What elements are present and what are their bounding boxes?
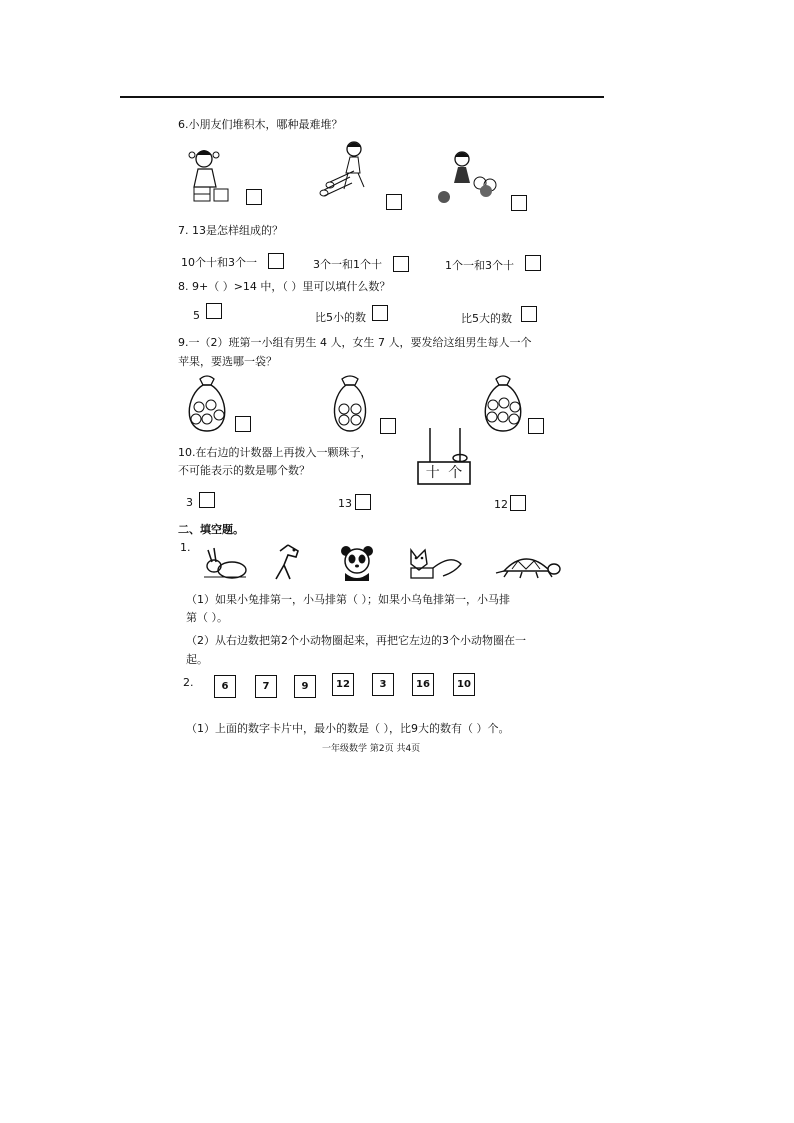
q8-answer-box-2[interactable] xyxy=(372,305,388,321)
rabbit-image xyxy=(200,546,250,580)
turtle-image xyxy=(492,551,562,581)
section-heading: 二、填空题。 xyxy=(178,523,244,536)
s2-q1-part1-line1: （1）如果小兔排第一，小马排第（ ）；如果小乌龟排第一，小马排 xyxy=(186,593,510,606)
panda-image xyxy=(337,543,377,583)
q7-answer-box-2[interactable] xyxy=(393,256,409,272)
boy-logs-image xyxy=(310,139,380,207)
apple-bag-3-image xyxy=(480,375,526,435)
q8-option-1: 5 xyxy=(193,309,200,322)
q8-question: 8. 9+（ ）>14 中，（ ）里可以填什么数？ xyxy=(178,280,391,293)
abacus-label: 十 个 xyxy=(425,465,465,481)
q6-question: 6.小朋友们堆积木，哪种最难堆？ xyxy=(178,118,343,131)
q10-option-1: 3 xyxy=(186,496,193,509)
q7-answer-box-3[interactable] xyxy=(525,255,541,271)
q6-answer-box-2[interactable] xyxy=(386,194,402,210)
number-card: 3 xyxy=(372,673,394,696)
s2-q2-number: 2. xyxy=(183,676,194,689)
horse-image xyxy=(270,541,306,583)
q9-answer-box-3[interactable] xyxy=(528,418,544,434)
q9-answer-box-1[interactable] xyxy=(235,416,251,432)
q9-question-line1: 9.一（2）班第一小组有男生 4 人，女生 7 人，要发给这组男生每人一个 xyxy=(178,336,532,349)
top-rule xyxy=(120,96,604,98)
number-card: 7 xyxy=(255,675,277,698)
q7-question: 7. 13是怎样组成的？ xyxy=(178,224,283,237)
q10-option-3: 12 xyxy=(494,498,508,511)
q10-question-line2: 不可能表示的数是哪个数？ xyxy=(178,464,310,477)
number-card: 12 xyxy=(332,673,354,696)
q10-option-2: 13 xyxy=(338,497,352,510)
q7-answer-box-1[interactable] xyxy=(268,253,284,269)
fox-image xyxy=(405,546,465,582)
q6-answer-box-3[interactable] xyxy=(511,195,527,211)
s2-q1-number: 1. xyxy=(180,541,191,554)
q10-answer-box-1[interactable] xyxy=(199,492,215,508)
s2-q1-part2-line2: 起。 xyxy=(186,653,208,666)
q7-option-3: 1个一和3个十 xyxy=(445,259,514,272)
number-card: 16 xyxy=(412,673,434,696)
s2-q1-part2-line1: （2）从右边数把第2个小动物圈起来，再把它左边的3个小动物圈在一 xyxy=(186,634,526,647)
girl-balls-image xyxy=(434,147,504,209)
q8-option-2: 比5小的数 xyxy=(315,311,366,324)
q7-option-1: 10个十和3个一 xyxy=(181,256,257,269)
number-card: 6 xyxy=(214,675,236,698)
girl-blocks-image xyxy=(184,145,240,207)
number-card: 10 xyxy=(453,673,475,696)
q9-answer-box-2[interactable] xyxy=(380,418,396,434)
q6-answer-box-1[interactable] xyxy=(246,189,262,205)
page-footer: 一年级数学 第2页 共4页 xyxy=(322,744,421,754)
s2-q2-part1: （1）上面的数字卡片中，最小的数是（ ），比9大的数有（ ）个。 xyxy=(186,722,510,735)
s2-q1-part1-line2: 第（ ）。 xyxy=(186,611,228,624)
q10-answer-box-2[interactable] xyxy=(355,494,371,510)
q9-question-line2: 苹果，要选哪一袋？ xyxy=(178,355,277,368)
apple-bag-1-image xyxy=(184,375,230,435)
number-card: 9 xyxy=(294,675,316,698)
q10-question-line1: 10.在右边的计数器上再拨入一颗珠子， xyxy=(178,446,372,459)
q8-answer-box-1[interactable] xyxy=(206,303,222,319)
q10-answer-box-3[interactable] xyxy=(510,495,526,511)
q7-option-2: 3个一和1个十 xyxy=(313,258,382,271)
apple-bag-2-image xyxy=(330,375,370,435)
q8-answer-box-3[interactable] xyxy=(521,306,537,322)
q8-option-3: 比5大的数 xyxy=(461,312,512,325)
